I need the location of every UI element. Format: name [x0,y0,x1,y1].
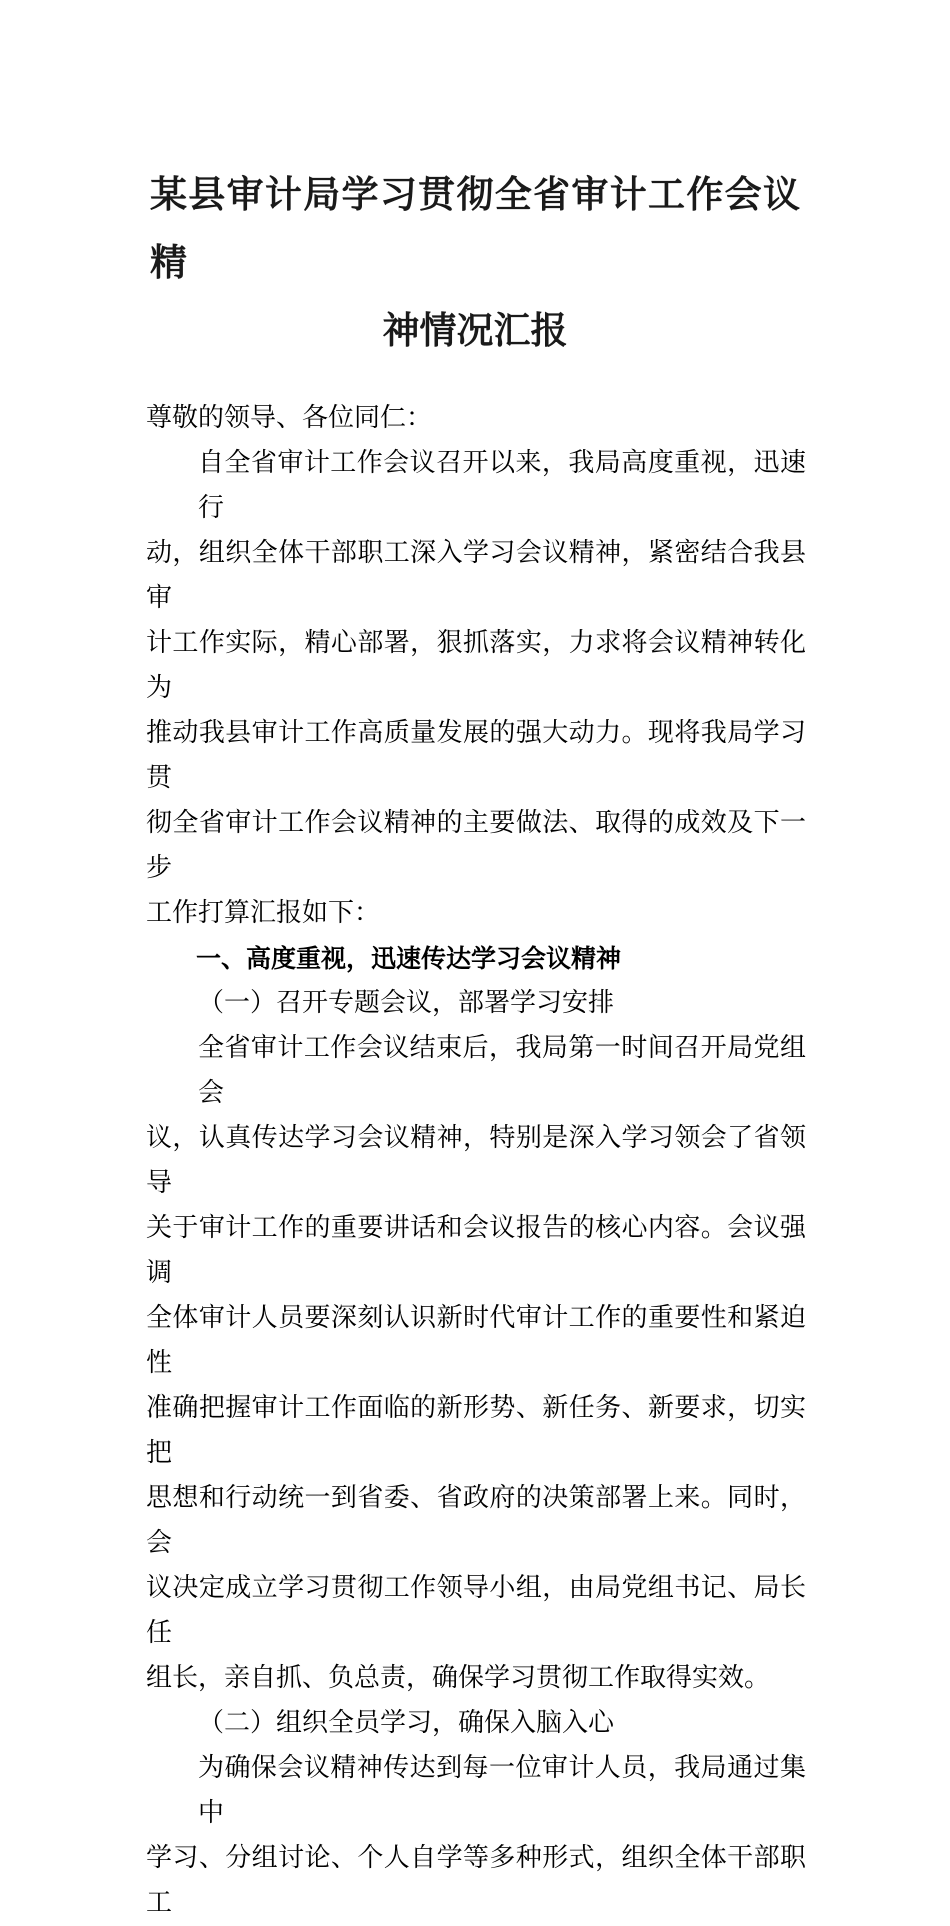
paragraph-line: 议，认真传达学习会议精神，特别是深入学习领会了省领导 [146,1123,806,1198]
paragraph-line: 全体审计人员要深刻认识新时代审计工作的重要性和紧迫性 [146,1303,806,1378]
paragraph-line: 动，组织全体干部职工深入学习会议精神，紧密结合我县审 [146,538,806,613]
paragraph-line: 全省审计工作会议结束后，我局第一时间召开局党组会 [198,1033,806,1108]
subsection-1-paragraph [146,1026,806,1701]
subsection-2-paragraph [146,1746,806,1926]
subsection-1-heading: （一）召开专题会议，部署学习安排 [198,988,615,1018]
document-title-line-1: 某县审计局学习贯彻全省审计工作会议精 [150,172,800,284]
paragraph-line: 组长，亲自抓、负总责，确保学习贯彻工作取得实效。 [146,1663,771,1693]
paragraph-line: 计工作实际，精心部署，狠抓落实，力求将会议精神转化为 [146,628,806,703]
paragraph-line: 彻全省审计工作会议精神的主要做法、取得的成效及下一步 [146,808,806,883]
salutation: 尊敬的领导、各位同仁： [146,403,433,433]
subsection-2-heading: （二）组织全员学习，确保入脑入心 [198,1708,615,1738]
document-page [146,0,806,1926]
paragraph-line: 为确保会议精神传达到每一位审计人员，我局通过集中 [198,1753,806,1828]
paragraph-line: 准确把握审计工作面临的新形势、新任务、新要求，切实把 [146,1393,806,1468]
paragraph-line: 工作打算汇报如下： [146,898,381,928]
intro-paragraph [146,441,806,936]
paragraph-line: 自全省审计工作会议召开以来，我局高度重视，迅速行 [198,448,806,523]
section-1-heading: 一、高度重视，迅速传达学习会议精神 [196,944,622,973]
paragraph-line: 推动我县审计工作高质量发展的强大动力。现将我局学习贯 [146,718,806,793]
paragraph-line: 思想和行动统一到省委、省政府的决策部署上来。同时，会 [146,1483,806,1558]
paragraph-line: 学习、分组讨论、个人自学等多种形式，组织全体干部职工 [146,1843,806,1918]
paragraph-line: 议决定成立学习贯彻工作领导小组，由局党组书记、局长任 [146,1573,806,1648]
document-title-line-2: 神情况汇报 [382,308,568,352]
paragraph-line: 关于审计工作的重要讲话和会议报告的核心内容。会议强调 [146,1213,806,1288]
